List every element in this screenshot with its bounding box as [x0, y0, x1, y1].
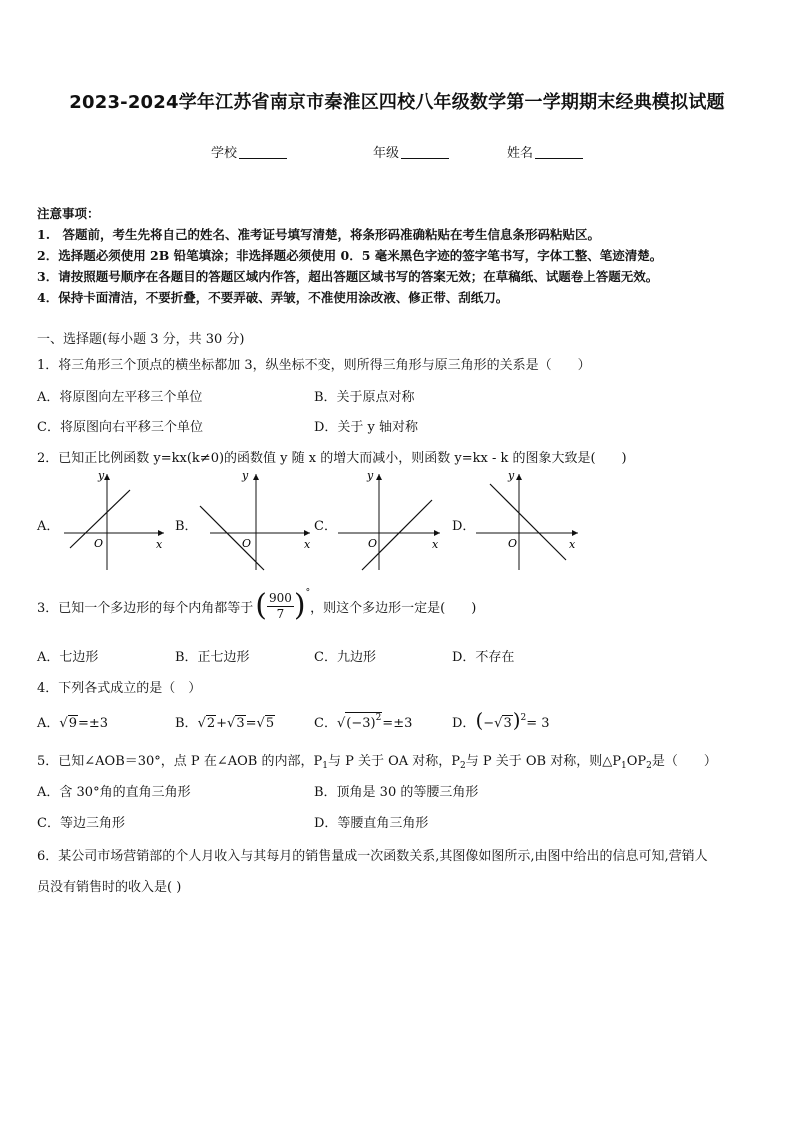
- q1-option-b[interactable]: B．关于原点对称: [314, 390, 415, 405]
- paren-right: ): [512, 708, 521, 732]
- name-label: 姓名: [507, 146, 534, 161]
- option-rest: = 3: [526, 716, 550, 731]
- sqrt-icon: √: [494, 716, 503, 731]
- plus-sign: +: [216, 716, 228, 731]
- exponent: 2: [375, 713, 382, 723]
- school-blank[interactable]: [239, 146, 287, 159]
- q5-option-a[interactable]: A．含 30°角的直角三角形: [37, 785, 191, 800]
- q2-option-a-label[interactable]: A．: [37, 519, 60, 534]
- radicand: 3: [236, 716, 245, 731]
- option-rest: =±3: [382, 716, 413, 731]
- x-arrow-icon: [304, 530, 310, 536]
- question-6-stem-line2: 员没有销售时的收入是( ): [37, 880, 182, 895]
- y-arrow-icon: [376, 474, 382, 480]
- q2-graph-b[interactable]: [196, 466, 316, 574]
- q3-stem-post: ，则这个多边形一定是( ): [310, 600, 477, 616]
- q2-option-c-label[interactable]: C．: [314, 519, 337, 534]
- page-title: 2023-2024学年江苏省南京市秦淮区四校八年级数学第一学期期末经典模拟试题: [69, 92, 725, 113]
- y-label: y: [508, 469, 515, 482]
- question-2-stem: 2．已知正比例函数 y=kx(k≠0)的函数值 y 随 x 的增大而减小，则函数 y=kx - k 的图象大致是( ): [37, 451, 627, 466]
- option-label: D．: [452, 716, 476, 731]
- q4-option-b[interactable]: [175, 712, 275, 731]
- q3-option-a[interactable]: A．七边形: [37, 650, 99, 665]
- function-line: [490, 484, 566, 560]
- degree-sign: °: [305, 588, 311, 598]
- q2-option-d-label[interactable]: D．: [452, 519, 476, 534]
- question-6-stem-line1: 6．某公司市场营销部的个人月收入与其每月的销售量成一次函数关系,其图像如图所示,由图中给出的信息可知,营销人: [37, 849, 708, 864]
- radicand-base: (−3): [346, 716, 376, 731]
- x-arrow-icon: [158, 530, 164, 536]
- radicand: 2: [206, 716, 216, 731]
- grade-label: 年级: [373, 146, 400, 161]
- x-label: x: [569, 538, 576, 551]
- q5-stem-part: OP: [626, 754, 647, 769]
- function-line: [362, 500, 432, 570]
- exponent: 2: [520, 713, 527, 723]
- note-item: 3．请按照题号顺序在各题目的答题区域内作答，超出答题区域书写的答案无效；在草稿纸、试题卷上答题无效。: [37, 269, 659, 284]
- q5-option-d[interactable]: D．等腰直角三角形: [314, 816, 429, 831]
- y-arrow-icon: [516, 474, 522, 480]
- q5-option-c[interactable]: C．等边三角形: [37, 816, 125, 831]
- paren-left: (: [255, 588, 267, 623]
- name-field[interactable]: [507, 142, 583, 161]
- q5-option-b[interactable]: B．顶角是 30 的等腰三角形: [314, 785, 479, 800]
- question-5-stem: [37, 750, 717, 771]
- radicand: 5: [265, 716, 275, 731]
- origin-label: O: [368, 537, 378, 550]
- q5-stem-part: 是（ ）: [651, 754, 717, 769]
- origin-label: O: [94, 537, 104, 550]
- q4-option-d[interactable]: [452, 708, 550, 732]
- q2-graph-c[interactable]: [334, 466, 446, 574]
- subscript: 1: [322, 761, 328, 771]
- fraction-numerator: 900: [269, 590, 292, 605]
- note-item: 1. 答题前，考生先将自己的姓名、准考证号填写清楚，将条形码准确粘贴在考生信息条形码粘贴区。: [37, 227, 601, 242]
- x-label: x: [304, 538, 311, 551]
- section-heading: 一、选择题(每小题 3 分，共 30 分): [37, 332, 245, 347]
- subscript: 1: [620, 761, 627, 771]
- q5-stem-part: 与 P 关于 OA 对称，P: [327, 754, 461, 769]
- q2-graph-a[interactable]: [58, 470, 170, 574]
- y-arrow-icon: [253, 474, 259, 480]
- q2-option-b-label[interactable]: B．: [175, 519, 198, 534]
- sqrt-icon: √: [256, 716, 265, 731]
- note-item: 2．选择题必须使用 2B 铅笔填涂；非选择题必须使用 0．5 毫米黑色字迹的签字笔书写，字体工整、笔迹清楚。: [37, 248, 663, 263]
- origin-label: O: [242, 537, 252, 550]
- q3-fraction: [267, 591, 294, 622]
- q3-option-d[interactable]: D．不存在: [452, 650, 515, 665]
- x-arrow-icon: [434, 530, 440, 536]
- origin-label: O: [508, 537, 518, 550]
- q5-stem-part: 与 P 关于 OB 对称，则△P: [465, 754, 621, 769]
- q1-option-d[interactable]: D．关于 y 轴对称: [314, 420, 419, 435]
- subscript: 2: [646, 761, 652, 771]
- grade-field[interactable]: [373, 142, 449, 161]
- minus-sign: −: [483, 716, 495, 731]
- option-rest: =±3: [77, 716, 109, 731]
- option-label: C．: [314, 716, 337, 731]
- notes-heading: 注意事项：: [37, 206, 100, 221]
- q3-stem-pre: 3．已知一个多边形的每个内角都等于: [37, 600, 254, 616]
- function-line: [200, 506, 264, 570]
- y-label: y: [367, 469, 374, 482]
- q5-stem-part: 5．已知∠AOB＝30°，点 P 在∠AOB 的内部，P: [37, 754, 323, 769]
- grade-blank[interactable]: [401, 146, 449, 159]
- paren-left: (: [475, 708, 484, 732]
- name-blank[interactable]: [535, 146, 583, 159]
- equals-sign: =: [245, 716, 257, 731]
- q4-option-a[interactable]: [37, 712, 108, 731]
- q3-option-c[interactable]: C．九边形: [314, 650, 376, 665]
- q1-option-c[interactable]: C．将原图向右平移三个单位: [37, 420, 203, 435]
- option-label: B．: [175, 716, 198, 731]
- x-arrow-icon: [572, 530, 578, 536]
- sqrt-icon: √: [336, 716, 346, 731]
- q1-option-a[interactable]: A．将原图向左平移三个单位: [37, 390, 203, 405]
- y-label: y: [98, 470, 105, 482]
- fraction-denominator: 7: [276, 606, 285, 621]
- q4-option-c[interactable]: [314, 712, 412, 731]
- q3-option-b[interactable]: B．正七边形: [175, 650, 250, 665]
- y-label: y: [242, 469, 249, 482]
- radicand: 3: [503, 716, 512, 731]
- subscript: 2: [460, 761, 466, 771]
- radicand: 9: [68, 716, 77, 731]
- y-arrow-icon: [104, 474, 110, 480]
- radicand: [345, 712, 382, 731]
- x-label: x: [156, 538, 163, 551]
- sqrt-icon: √: [227, 716, 236, 731]
- sqrt-icon: √: [59, 716, 68, 731]
- option-label: A．: [37, 716, 60, 731]
- question-4-stem: 4．下列各式成立的是（ ）: [37, 681, 202, 696]
- paren-right: ): [293, 588, 306, 623]
- q2-graph-d[interactable]: [472, 466, 584, 574]
- sqrt-icon: √: [197, 716, 206, 731]
- x-label: x: [432, 538, 439, 551]
- note-item: 4．保持卡面清洁，不要折叠，不要弄破、弄皱，不准使用涂改液、修正带、刮纸刀。: [37, 290, 509, 305]
- question-3-stem: [37, 586, 476, 626]
- school-field[interactable]: [211, 142, 287, 161]
- school-label: 学校: [211, 146, 238, 161]
- question-1-stem: 1．将三角形三个顶点的横坐标都加 3，纵坐标不变，则所得三角形与原三角形的关系是（ ）: [37, 358, 591, 373]
